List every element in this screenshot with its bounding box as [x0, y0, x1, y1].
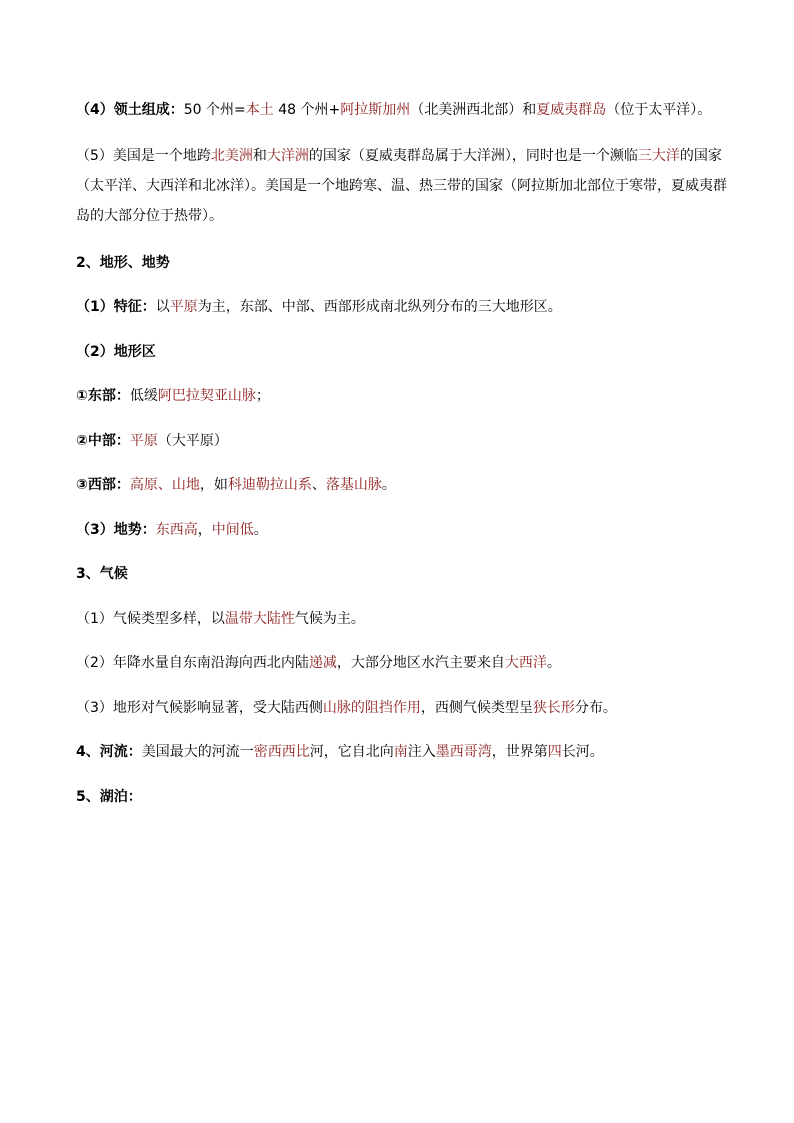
text-segment: 低缓 [129, 388, 158, 404]
highlighted-text: 平原 [129, 433, 158, 449]
highlighted-text: 大西洋 [504, 655, 547, 671]
highlighted-text: 夏威夷群岛 [536, 102, 607, 118]
item-central [76, 429, 726, 453]
highlighted-text: 中间低 [211, 522, 254, 538]
text-segment: （3）地势： [76, 522, 156, 538]
text-segment: （太平洋、大西洋和北冰洋）。美国是一个地跨寒、温、热三带的国家（阿拉斯加北部位于寒带，夏威夷群 [76, 178, 727, 194]
text-segment: （3）地形对气候影响显著，受大陆西侧 [76, 700, 323, 716]
text-segment: 以 [155, 299, 170, 315]
paragraph-elevation [76, 518, 726, 542]
text-segment: ，西侧气候类型呈 [420, 700, 533, 716]
highlighted-text: 平原 [169, 299, 198, 315]
text-segment: 。 [381, 477, 396, 493]
text-segment: 、 [311, 477, 326, 493]
highlighted-text: 墨西哥湾 [435, 744, 492, 760]
highlighted-text: 大洋洲 [266, 148, 309, 164]
text-segment: ①东部： [76, 388, 130, 404]
highlighted-text: 阿巴拉契亚山脉 [157, 388, 256, 404]
text-segment: （1）特征： [76, 299, 156, 315]
text-segment: ，大部分地区水汽主要来自 [336, 655, 505, 671]
highlighted-text: 科迪勒拉山系 [227, 477, 312, 493]
text-segment: 。 [253, 522, 268, 538]
paragraph-terrain-feature [76, 295, 726, 319]
text-segment: ； [255, 388, 270, 404]
text-segment: （5）美国是一个地跨 [76, 148, 211, 164]
text-segment: ，世界第 [491, 744, 548, 760]
paragraph-climate-1 [76, 607, 726, 631]
item-west [76, 473, 726, 497]
text-segment: （2）地形区 [76, 344, 156, 360]
heading-terrain [76, 251, 726, 275]
item-east [76, 384, 726, 408]
text-segment: 50 个州= [183, 102, 246, 118]
text-segment: 48 个州+ [273, 102, 341, 118]
text-segment: 3、气候 [76, 566, 128, 582]
text-segment: ， [197, 522, 212, 538]
text-segment: 4、河流： [76, 744, 142, 760]
text-segment: 的国家 [679, 148, 722, 164]
text-segment: 和 [252, 148, 267, 164]
text-segment: 气候为主。 [294, 611, 365, 627]
highlighted-text: 温带大陆性 [224, 611, 295, 627]
paragraph-climate-3 [76, 696, 726, 720]
text-segment: （4）领土组成： [76, 102, 184, 118]
text-segment: ②中部： [76, 433, 130, 449]
text-segment: 注入 [407, 744, 436, 760]
highlighted-text: 高原、山地 [129, 477, 200, 493]
paragraph-climate-2 [76, 651, 726, 675]
highlighted-text: 四 [547, 744, 562, 760]
text-segment: （大平原） [157, 433, 228, 449]
text-segment: 为主，东部、中部、西部形成南北纵列分布的三大地形区。 [197, 299, 562, 315]
highlighted-text: 密西西比 [253, 744, 310, 760]
text-segment: （1）气候类型多样，以 [76, 611, 225, 627]
text-segment: 的国家（夏威夷群岛属于大洋洲），同时也是一个濒临 [308, 148, 638, 164]
highlighted-text: 山脉的阻挡作用 [322, 700, 421, 716]
text-segment: 2、地形、地势 [76, 255, 170, 271]
text-segment: 长河。 [561, 744, 604, 760]
highlighted-text: 狭长形 [532, 700, 575, 716]
paragraph-rivers [76, 740, 726, 764]
text-segment: （位于太平洋）。 [606, 102, 712, 118]
heading-climate [76, 562, 726, 586]
text-segment: （2）年降水量自东南沿海向西北内陆 [76, 655, 309, 671]
highlighted-text: 南 [393, 744, 408, 760]
highlighted-text: 北美洲 [210, 148, 253, 164]
highlighted-text: 阿拉斯加州 [340, 102, 411, 118]
paragraph-continents-line-1 [76, 144, 726, 168]
text-segment: 5、湖泊： [76, 789, 142, 805]
paragraph-territory [76, 98, 726, 122]
text-segment: （北美洲西北部）和 [410, 102, 537, 118]
highlighted-text: 三大洋 [637, 148, 680, 164]
highlighted-text: 落基山脉 [325, 477, 382, 493]
highlighted-text: 东西高 [155, 522, 198, 538]
heading-lakes [76, 785, 726, 809]
text-segment: 河，它自北向 [309, 744, 394, 760]
paragraph-continents-line-3 [76, 204, 726, 228]
text-segment: 分布。 [574, 700, 617, 716]
highlighted-text: 本土 [245, 102, 274, 118]
text-segment: 。 [546, 655, 561, 671]
text-segment: 美国最大的河流一 [141, 744, 254, 760]
text-segment: ③西部： [76, 477, 130, 493]
text-segment: 岛的大部分位于热带）。 [76, 208, 223, 224]
paragraph-continents-line-2 [76, 174, 726, 198]
text-segment: ，如 [199, 477, 228, 493]
highlighted-text: 递减 [308, 655, 337, 671]
heading-landform-regions [76, 340, 726, 364]
